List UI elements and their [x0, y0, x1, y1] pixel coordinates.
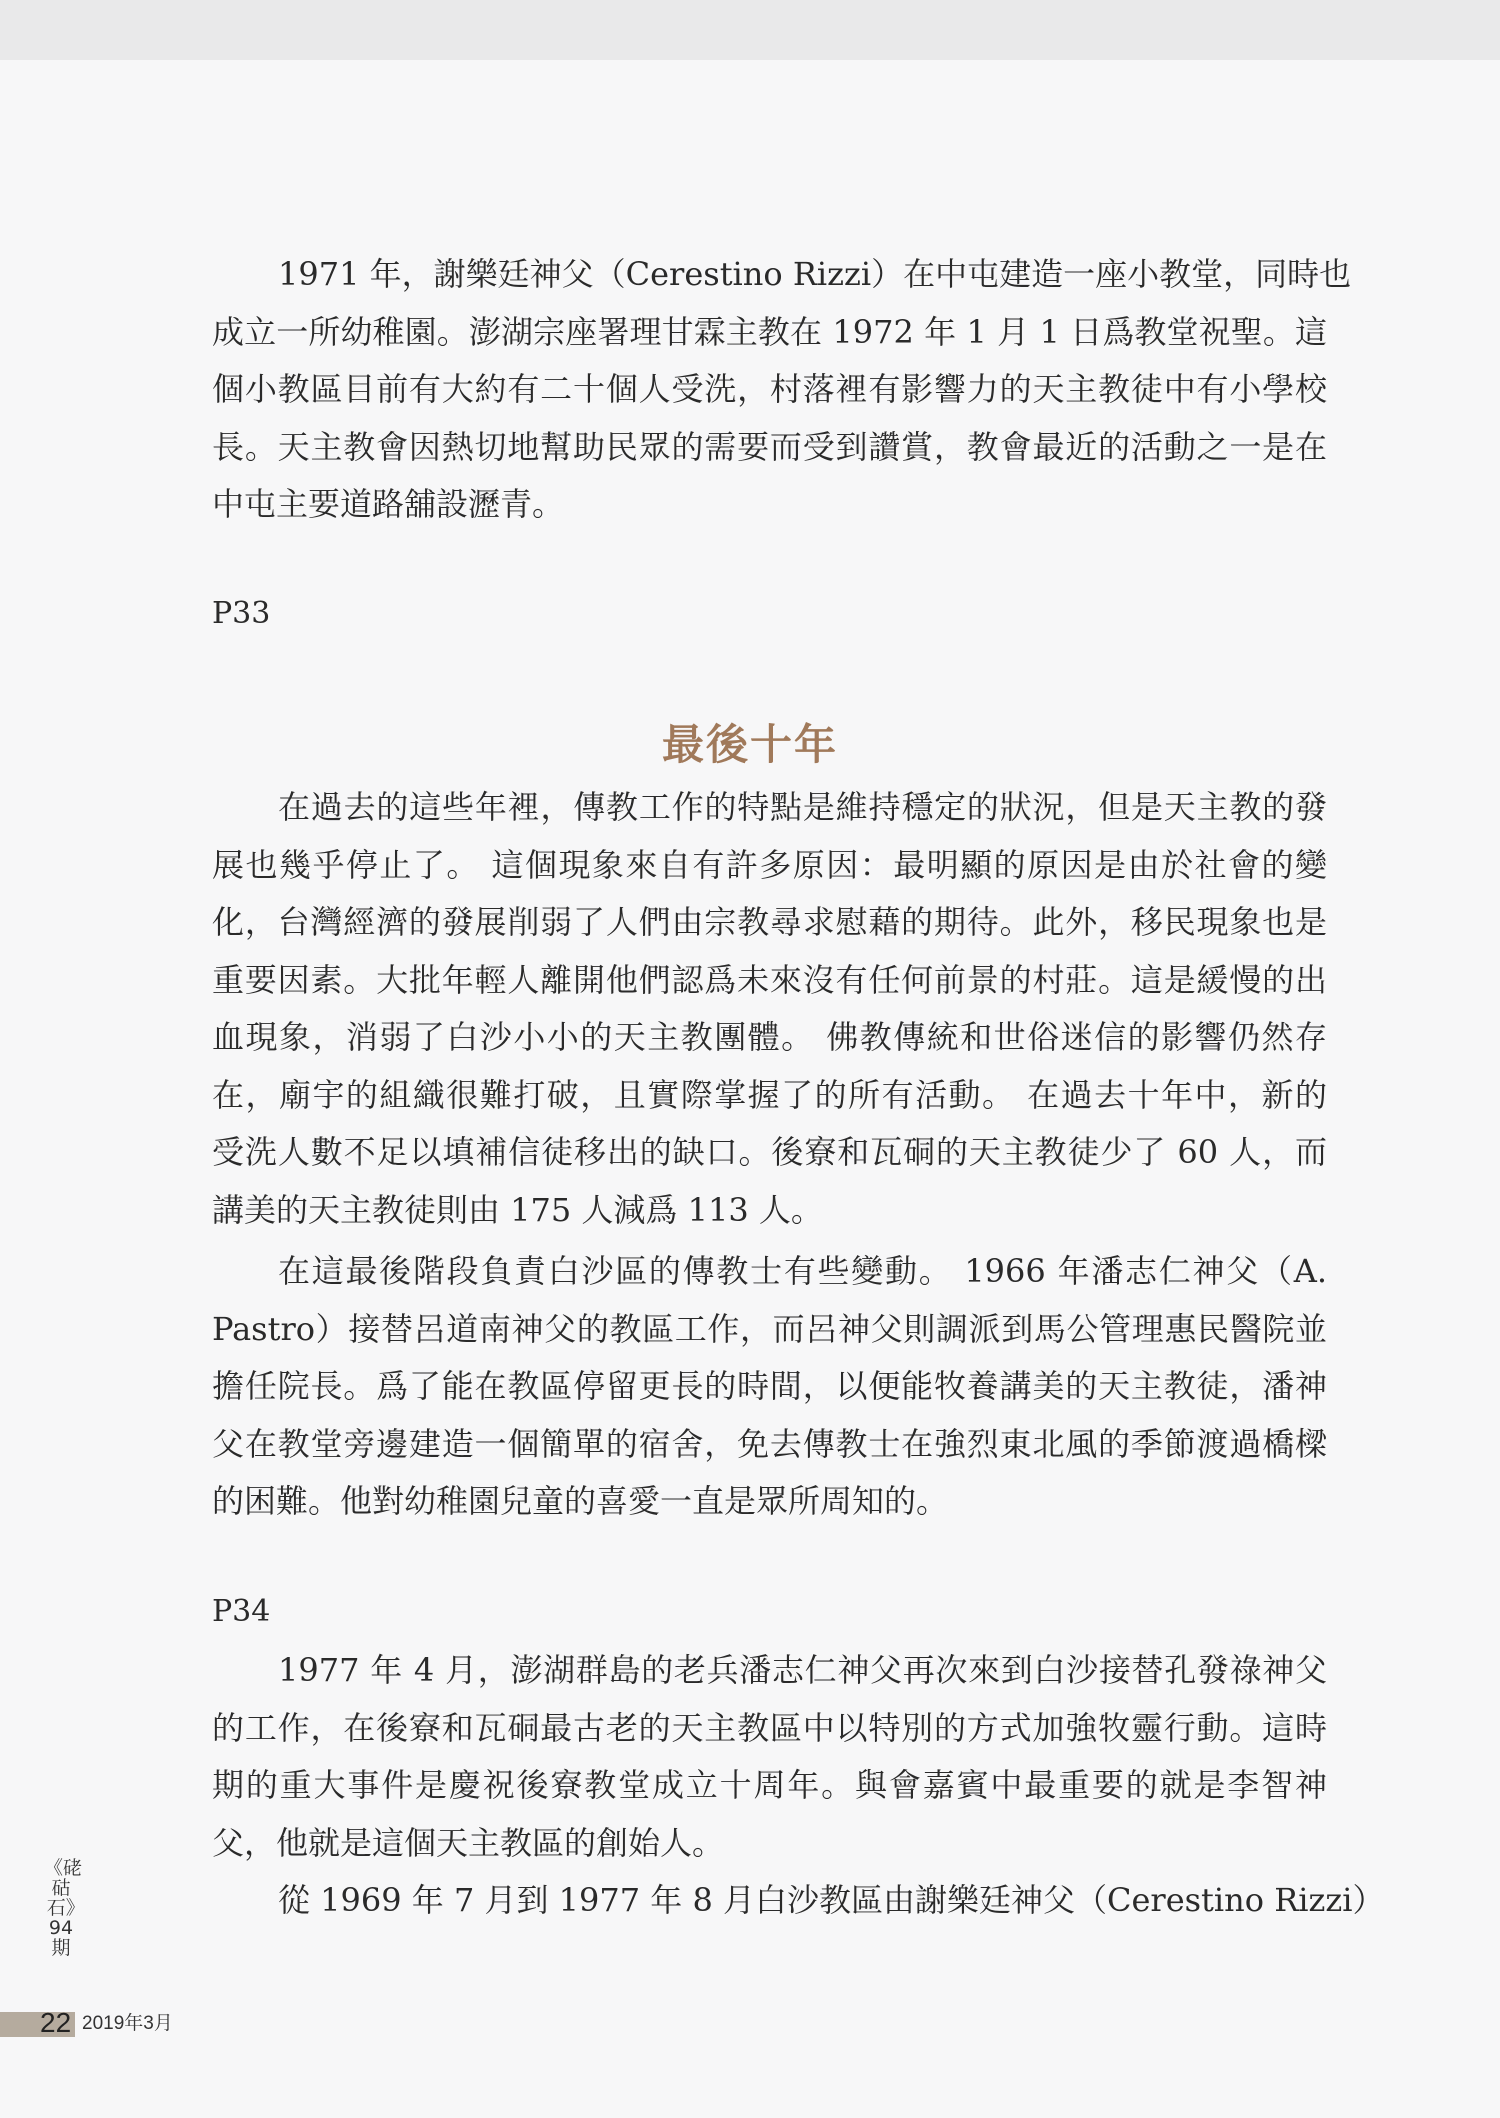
text-line: 化，台灣經濟的發展削弱了人們由宗教尋求慰藉的期待。此外，移民現象也是 — [212, 903, 1327, 941]
paragraph-missionary-changes — [212, 1243, 1327, 1531]
text-line: 父在教堂旁邊建造一個簡單的宿舍，免去傳教士在強烈東北風的季節渡過橋樑 — [212, 1424, 1327, 1463]
paragraph-chung-tun-church — [212, 246, 1352, 534]
text-line: 父，他就是這個天主教區的創始人。 — [212, 1823, 725, 1862]
text-line: 的困難。他對幼稚園兒童的喜愛一直是眾所周知的。 — [212, 1482, 949, 1520]
scan-top-band — [0, 0, 1500, 60]
page-ref-p33: P33 — [212, 596, 271, 631]
text-line: 在，廟宇的組織很難打破，且實際掌握了的所有活動。 在過去十年中，新的 — [212, 1075, 1327, 1114]
text-line: 從 1969 年 7 月到 1977 年 8 月白沙教區由謝樂廷神父（Cerestino Rizzi） — [278, 1881, 1385, 1919]
text-line: Pastro）接替呂道南神父的教區工作，而呂神父則調派到馬公管理惠民醫院並 — [212, 1309, 1327, 1348]
text-line: 擔任院長。爲了能在教區停留更長的時間，以便能牧養講美的天主教徒，潘神 — [212, 1367, 1327, 1405]
text-line: 1971 年，謝樂廷神父（Cerestino Rizzi）在中屯建造一座小教堂，同時也 — [278, 255, 1352, 293]
paragraph-last-decade — [212, 779, 1327, 1239]
text-line: 講美的天主教徒則由 175 人減爲 113 人。 — [212, 1190, 823, 1229]
text-line: 展也幾乎停止了。 這個現象來自有許多原因：最明顯的原因是由於社會的變 — [212, 845, 1327, 884]
text-line: 中屯主要道路舖設瀝青。 — [212, 485, 565, 523]
text-line: 長。天主教會因熱切地幫助民眾的需要而受到讚賞，教會最近的活動之一是在 — [212, 427, 1327, 466]
text-line: 重要因素。大批年輕人離開他們認爲未來沒有任何前景的村莊。這是緩慢的出 — [212, 960, 1327, 999]
magazine-title-vertical: 《硓𥑮石》94期 — [44, 1857, 83, 1959]
page-number: 22 — [40, 2007, 72, 2038]
text-line: 成立一所幼稚園。澎湖宗座署理甘霖主教在 1972 年 1 月 1 日爲教堂祝聖。這 — [212, 312, 1327, 351]
paragraph-1969-1977 — [212, 1872, 1385, 1930]
section-title: 最後十年 — [661, 720, 838, 769]
page-ref-p34: P34 — [212, 1594, 271, 1629]
paragraph-1977 — [212, 1642, 1327, 1872]
issue-date: 2019年3月 — [82, 2013, 173, 2034]
text-line: 在這最後階段負責白沙區的傳教士有些變動。 1966 年潘志仁神父（A. — [278, 1252, 1327, 1290]
text-line: 受洗人數不足以填補信徒移出的缺口。後寮和瓦硐的天主教徒少了 60 人，而 — [212, 1133, 1327, 1171]
text-line: 1977 年 4 月，澎湖群島的老兵潘志仁神父再次來到白沙接替孔發祿神父 — [278, 1651, 1327, 1689]
text-line: 在過去的這些年裡，傳教工作的特點是維持穩定的狀況，但是天主教的發 — [278, 788, 1327, 826]
text-line: 的工作，在後寮和瓦硐最古老的天主教區中以特別的方式加強牧靈行動。這時 — [212, 1708, 1327, 1747]
text-line: 期的重大事件是慶祝後寮教堂成立十周年。與會嘉賓中最重要的就是李智神 — [212, 1766, 1327, 1804]
text-line: 血現象，消弱了白沙小小的天主教團體。 佛教傳統和世俗迷信的影響仍然存 — [212, 1018, 1327, 1056]
text-line: 個小教區目前有大約有二十個人受洗，村落裡有影響力的天主教徒中有小學校 — [212, 370, 1327, 408]
